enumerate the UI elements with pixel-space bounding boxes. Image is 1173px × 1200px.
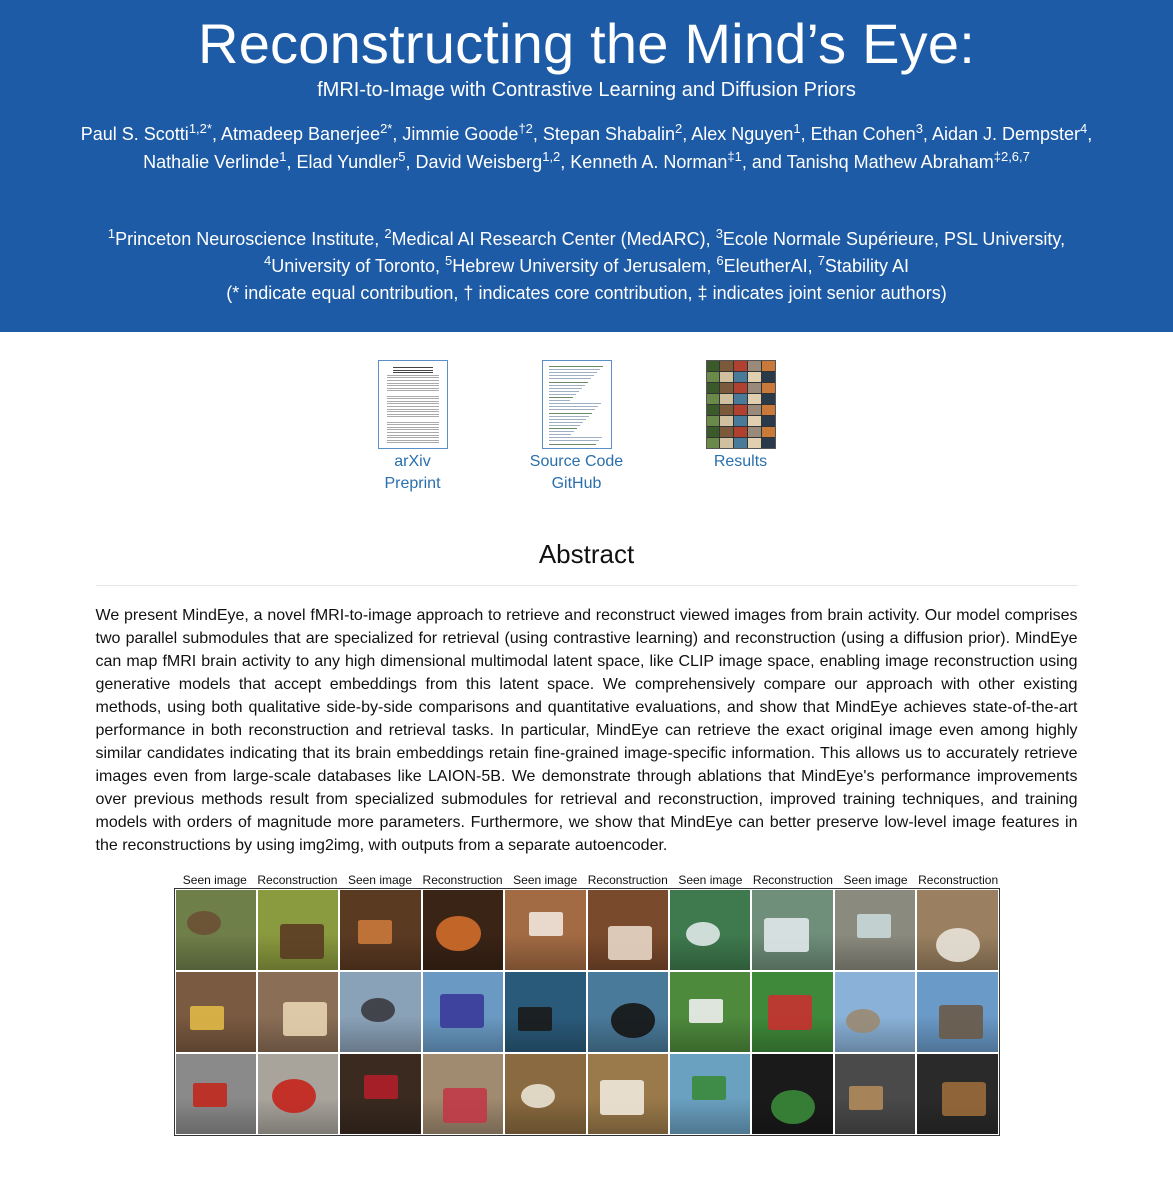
- figure-image-subject: [611, 1003, 655, 1037]
- thumbnail-image-tile: [734, 416, 747, 426]
- figure-image-subject: [443, 1088, 487, 1122]
- author-name: Alex Nguyen: [691, 124, 794, 144]
- thumbnail-image-tile: [748, 427, 761, 437]
- figure-image-subject: [771, 1090, 815, 1124]
- figure-image-living-room: [916, 889, 998, 971]
- figure-image-subject: [518, 1007, 552, 1031]
- figure-image-bathroom: [587, 1053, 669, 1135]
- figure-image-subject: [857, 914, 891, 938]
- thumbnail-image-tile: [734, 427, 747, 437]
- thumbnail-image-tile: [720, 383, 733, 393]
- figure-image-subject: [686, 922, 720, 946]
- figure-image-subject: [942, 1082, 986, 1116]
- figure-image-soccer: [669, 971, 751, 1053]
- figure-image-subject: [939, 1005, 983, 1039]
- figure-image-market: [257, 971, 339, 1053]
- thumbnail-code-line: [549, 431, 574, 432]
- thumbnail-image-tile: [762, 372, 775, 382]
- figure-image-subject: [440, 994, 484, 1028]
- author-name: Tanishq Mathew Abraham: [786, 152, 994, 172]
- figure-image-train: [339, 971, 421, 1053]
- abstract-text: We present MindEye, a novel fMRI-to-image approach to retrieve and reconstruct viewed images from brain activity. Our model comprises two parallel submodules that are specialized for retrieval (using contrastive learning) and reconstruction (using a diffusion prior). MindEye can map fMRI brain activity to any high dimensional multimodal latent space, like CLIP image space, enabling image reconstruction using generative models that accept embeddings from this latent space. We comprehensively compare our approach with other existing methods, using both qualitative side-by-side comparisons and quantitative evaluations, and show that MindEye achieves state-of-the-art performance in both reconstruction and retrieval tasks. In particular, MindEye can retrieve the exact original image even among highly similar candidates indicating that its brain embeddings retain fine-grained image-specific information. This allows us to accurately retrieve images even from large-scale databases like LAION-5B. We demonstrate through ablations that MindEye's performance improvements over previous methods result from specialized submodules for retrieval and reconstruction, improved training techniques, and training models with orders of magnitude more parameters. Furthermore, we show that MindEye can better preserve low-level image features in the reconstructions by using img2img, with outputs from a separate autoencoder.: [95, 607, 1078, 854]
- source-code-link-sublabel: GitHub: [551, 475, 602, 492]
- abstract-heading: Abstract: [538, 539, 635, 569]
- thumbnail-image-tile: [748, 372, 761, 382]
- hero-banner: [0, 0, 1173, 332]
- affiliation-name: Princeton Neuroscience Institute: [115, 229, 375, 249]
- thumbnail-text-line: [393, 367, 433, 368]
- thumbnail-code-line: [549, 369, 600, 370]
- thumbnail-image-tile: [748, 361, 761, 371]
- thumbnail-code-line: [549, 409, 595, 410]
- code-thumbnail-icon: [542, 360, 612, 449]
- author-name: Ethan Cohen: [810, 124, 916, 144]
- author-affiliation-marker: ‡1: [727, 149, 742, 164]
- author-name: Jimmie Goode: [402, 124, 519, 144]
- thumbnail-image-tile: [748, 405, 761, 415]
- contribution-note: (* indicate equal contribution, † indicates core contribution, ‡ indicates joint senior authors): [226, 283, 947, 303]
- author-affiliation-marker: 1,2: [542, 149, 561, 164]
- figure-image-subject: [689, 999, 723, 1023]
- thumbnail-text-line: [387, 385, 439, 386]
- thumbnail-text-line: [387, 398, 439, 399]
- figure-image-subject: [364, 1075, 398, 1099]
- thumbnail-text-line: [387, 432, 439, 433]
- figure-image-subject: [849, 1086, 883, 1110]
- figure-image-market: [175, 971, 257, 1053]
- affiliation-marker: 7: [817, 253, 825, 268]
- thumbnail-image-tile: [720, 405, 733, 415]
- figure-image-subject: [272, 1079, 316, 1113]
- source-code-link-label: Source Code: [529, 453, 624, 470]
- abstract-divider: [96, 585, 1078, 586]
- affiliation-marker: 2: [384, 226, 392, 241]
- thumbnail-image-tile: [707, 372, 720, 382]
- figure-image-bus: [257, 1053, 339, 1135]
- affiliation-marker: 3: [715, 226, 723, 241]
- thumbnail-text-line: [387, 429, 439, 430]
- figure-image-subject: [764, 918, 808, 952]
- thumbnail-image-tile: [762, 394, 775, 404]
- thumbnail-image-tile: [762, 427, 775, 437]
- results-link[interactable]: [694, 360, 788, 495]
- thumbnail-code-line: [549, 444, 596, 445]
- page-subtitle: fMRI-to-Image with Contrastive Learning and Diffusion Priors: [317, 79, 856, 101]
- thumbnail-text-line: [387, 401, 439, 402]
- thumbnail-text-line: [387, 380, 439, 381]
- thumbnail-text-line: [387, 424, 439, 425]
- figure-image-bear: [175, 889, 257, 971]
- thumbnail-image-tile: [748, 416, 761, 426]
- author-name: Elad Yundler: [296, 152, 399, 172]
- figure-image-clock-tower: [916, 971, 998, 1053]
- thumbnail-code-line: [549, 428, 577, 429]
- thumbnail-image-tile: [720, 416, 733, 426]
- thumbnail-text-line: [387, 442, 439, 443]
- thumbnail-text-line: [387, 390, 439, 391]
- thumbnail-text-line: [387, 396, 439, 397]
- author-name: Nathalie Verlinde: [143, 152, 280, 172]
- figure-image-subject: [358, 920, 392, 944]
- author-name: Kenneth A. Norman: [570, 152, 728, 172]
- figure-image-clock-tower: [834, 971, 916, 1053]
- thumbnail-text-line: [387, 437, 439, 438]
- figure-column-label: Reconstruction: [918, 873, 999, 887]
- figure-column-labels: [174, 873, 1000, 887]
- figure-image-flowers: [339, 1053, 421, 1135]
- thumbnail-code-line: [549, 400, 570, 401]
- figure-image-bird: [504, 971, 586, 1053]
- figure-image-subject: [846, 1009, 880, 1033]
- figure-image-subject: [529, 912, 563, 936]
- thumbnail-code-line: [549, 388, 582, 389]
- thumbnail-code-line: [549, 394, 576, 395]
- thumbnail-image-tile: [720, 394, 733, 404]
- thumbnail-text-line: [387, 414, 439, 415]
- thumbnail-code-line: [549, 422, 583, 423]
- thumbnail-image-tile: [762, 416, 775, 426]
- figure-image-soccer: [751, 971, 833, 1053]
- author-affiliation-marker: 4: [1080, 121, 1088, 136]
- figure-image-subject: [600, 1080, 644, 1114]
- figure-image-subject: [768, 995, 812, 1029]
- abstract-section: [0, 539, 1173, 857]
- reconstruction-figure: [174, 873, 1000, 1136]
- author-list: Paul S. Scotti$^{1,2*}$, Atmadeep Banerjee$^{2*}$, Jimmie Goode$^{\dagger 2}$, Stepan Shabalin$^2$, Alex Nguyen$^1$, Ethan Cohen$^3$, Aidan J. Dempster$^4$, Nathalie Verlinde$^1$, Elad Yundler$^5$, David Weisberg$^{1,2}$, Kenneth A. Norman$^{\ddagger 1}$, and Tanishq Mathew Abraham$^{\ddagger 2,6,7}$: [80, 121, 1093, 172]
- author-name: Aidan J. Dempster: [931, 124, 1080, 144]
- figure-image-subject: [692, 1076, 726, 1100]
- thumbnail-code-line: [549, 419, 586, 420]
- affiliation-name: Hebrew University of Jerusalem: [452, 256, 707, 276]
- author-affiliation-marker: 1,2*: [188, 121, 212, 136]
- thumbnail-code-line: [549, 385, 585, 386]
- figure-image-bird: [587, 971, 669, 1053]
- thumbnail-text-line: [387, 440, 439, 441]
- thumbnail-image-tile: [734, 405, 747, 415]
- thumbnail-image-tile: [720, 438, 733, 448]
- thumbnail-image-tile: [707, 394, 720, 404]
- thumbnail-image-tile: [734, 372, 747, 382]
- affiliation-name: Stability AI: [824, 256, 909, 276]
- thumbnail-code-line: [549, 416, 589, 417]
- author-affiliation-marker: 5: [398, 149, 406, 164]
- figure-column-label: Reconstruction: [257, 873, 338, 887]
- figure-image-pizza: [339, 889, 421, 971]
- thumbnail-code-line: [549, 397, 573, 398]
- figure-image-subject: [936, 928, 980, 962]
- thumbnail-code-line: [549, 406, 598, 407]
- author-affiliation-marker: 1: [279, 149, 287, 164]
- thumbnail-code-line: [549, 403, 601, 404]
- figure-image-subject: [193, 1083, 227, 1107]
- thumbnail-image-tile: [734, 383, 747, 393]
- arxiv-preprint-link[interactable]: [366, 360, 460, 495]
- figure-image-bedroom: [504, 889, 586, 971]
- thumbnail-text-line: [387, 393, 439, 394]
- thumbnail-image-tile: [707, 427, 720, 437]
- figure-image-subject: [187, 911, 221, 935]
- affiliations-line-1: $^1$Princeton Neuroscience Institute, $^2$Medical AI Research Center (MedARC), $^3$Ecole Normale Supérieure, PSL University,: [107, 226, 1066, 249]
- figure-image-subject: [190, 1006, 224, 1030]
- author-affiliation-marker: †2: [518, 121, 533, 136]
- thumbnail-text-line: [387, 419, 439, 420]
- thumbnail-image-tile: [762, 438, 775, 448]
- affiliation-name: EleutherAI: [723, 256, 808, 276]
- author-name: Atmadeep Banerjee: [220, 124, 381, 144]
- figure-column-label: Seen image: [678, 873, 743, 887]
- affiliation-marker: 1: [107, 226, 116, 241]
- thumbnail-text-line: [387, 422, 439, 423]
- thumbnail-code-line: [549, 366, 603, 367]
- thumbnail-text-line: [387, 435, 439, 436]
- figure-column-label: Seen image: [182, 873, 247, 887]
- figure-image-train: [422, 971, 504, 1053]
- arxiv-link-label: arXiv: [394, 453, 431, 470]
- author-affiliation-marker: 2*: [380, 121, 393, 136]
- figure-column-label: Reconstruction: [422, 873, 503, 887]
- figure-image-flowers: [422, 1053, 504, 1135]
- affiliations: [72, 226, 1102, 307]
- affiliation-marker: 4: [264, 253, 272, 268]
- figure-image-tennis: [669, 1053, 751, 1135]
- thumbnail-image-tile: [748, 383, 761, 393]
- thumbnail-code-line: [549, 391, 579, 392]
- thumbnail-image-tile: [720, 361, 733, 371]
- figure-image-subject: [361, 998, 395, 1022]
- thumbnail-image-tile: [734, 394, 747, 404]
- thumbnail-code-line: [549, 434, 571, 435]
- thumbnail-code-line: [549, 382, 588, 383]
- author-affiliation-marker: 2: [675, 121, 683, 136]
- thumbnail-image-tile: [707, 383, 720, 393]
- thumbnail-code-line: [549, 372, 597, 373]
- paper-thumbnail-icon: [378, 360, 448, 449]
- figure-column-label: Seen image: [843, 873, 908, 887]
- author-name: Stepan Shabalin: [542, 124, 676, 144]
- figure-image-baseball: [916, 1053, 998, 1135]
- figure-column-label: Seen image: [513, 873, 578, 887]
- affiliation-name: University of Toronto: [271, 256, 436, 276]
- thumbnail-image-tile: [707, 438, 720, 448]
- figure-image-subject: [436, 916, 480, 950]
- figure-column-label: Seen image: [347, 873, 412, 887]
- figure-image-pizza: [422, 889, 504, 971]
- affiliation-marker: 6: [716, 253, 724, 268]
- thumbnail-image-tile: [720, 372, 733, 382]
- thumbnail-code-line: [549, 375, 594, 376]
- thumbnail-text-line: [387, 416, 439, 417]
- affiliations-line-2: $^4$University of Toronto, $^5$Hebrew University of Jerusalem, $^6$EleutherAI, $^7$Stability AI: [264, 253, 909, 276]
- figure-image-bedroom: [587, 889, 669, 971]
- author-affiliation-marker: 3: [915, 121, 923, 136]
- figure-image-subject: [608, 926, 652, 960]
- thumbnail-image-tile: [748, 438, 761, 448]
- author-connector: and: [746, 152, 787, 172]
- thumbnail-image-tile: [762, 361, 775, 371]
- thumbnail-image-tile: [720, 427, 733, 437]
- figure-image-tennis-court: [751, 889, 833, 971]
- thumbnail-text-line: [387, 427, 439, 428]
- figure-column-label: Reconstruction: [587, 873, 668, 887]
- author-affiliation-marker: ‡2,6,7: [993, 149, 1030, 164]
- thumbnail-text-line: [387, 411, 439, 412]
- results-thumbnail-icon: [706, 360, 776, 449]
- affiliation-marker: 5: [445, 253, 453, 268]
- source-code-link[interactable]: [530, 360, 624, 495]
- figure-image-subject: [283, 1002, 327, 1036]
- figure-image-subject: [280, 924, 324, 958]
- figure-column-label: Reconstruction: [752, 873, 833, 887]
- thumbnail-text-line: [387, 406, 439, 407]
- thumbnail-text-line: [387, 375, 439, 376]
- resource-links: [0, 360, 1173, 495]
- thumbnail-image-tile: [762, 383, 775, 393]
- thumbnail-code-line: [549, 440, 599, 441]
- thumbnail-code-line: [549, 425, 580, 426]
- figure-image-bear: [257, 889, 339, 971]
- page-title: Reconstructing the Mind’s Eye:: [198, 12, 975, 75]
- thumbnail-image-tile: [734, 438, 747, 448]
- thumbnail-code-line: [549, 413, 592, 414]
- thumbnail-code-line: [549, 437, 602, 438]
- figure-image-tennis-court: [669, 889, 751, 971]
- figure-image-grid: [174, 888, 1000, 1136]
- thumbnail-image-tile: [707, 416, 720, 426]
- figure-image-bus: [175, 1053, 257, 1135]
- figure-image-subject: [521, 1084, 555, 1108]
- affiliation-name: Ecole Normale Supérieure, PSL University: [722, 229, 1061, 249]
- thumbnail-image-tile: [762, 405, 775, 415]
- author-name: Paul S. Scotti: [80, 124, 189, 144]
- thumbnail-text-line: [387, 377, 439, 378]
- thumbnail-text-line: [387, 388, 439, 389]
- author-affiliation-marker: 1: [793, 121, 801, 136]
- figure-image-tennis: [751, 1053, 833, 1135]
- figure-image-baseball: [834, 1053, 916, 1135]
- thumbnail-image-tile: [748, 394, 761, 404]
- figure-image-bathroom: [504, 1053, 586, 1135]
- thumbnail-code-line: [549, 378, 591, 379]
- thumbnail-text-line: [393, 370, 433, 371]
- thumbnail-image-tile: [707, 361, 720, 371]
- affiliation-name: Medical AI Research Center (MedARC): [391, 229, 706, 249]
- thumbnail-text-line: [387, 383, 439, 384]
- thumbnail-text-line: [393, 372, 433, 373]
- results-link-label: Results: [713, 453, 768, 470]
- thumbnail-image-tile: [707, 405, 720, 415]
- thumbnail-text-line: [387, 409, 439, 410]
- arxiv-link-sublabel: Preprint: [384, 475, 441, 492]
- author-name: David Weisberg: [415, 152, 543, 172]
- figure-image-living-room: [834, 889, 916, 971]
- thumbnail-image-tile: [734, 361, 747, 371]
- thumbnail-text-line: [387, 403, 439, 404]
